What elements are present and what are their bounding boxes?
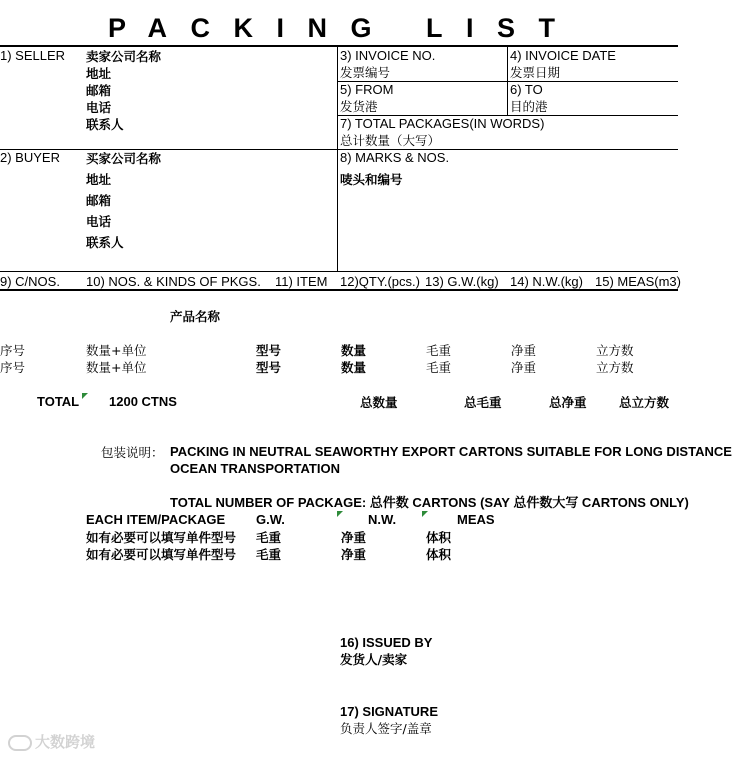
- buyer-company: 买家公司名称: [86, 151, 162, 166]
- seller-contact: 联系人: [86, 117, 124, 132]
- seller-address: 地址: [86, 66, 112, 81]
- marks-value: 唛头和编号: [340, 172, 403, 187]
- signature-value: 负责人签字/盖章: [340, 721, 432, 736]
- seller-label: 1) SELLER: [0, 48, 66, 63]
- watermark-text: 大数跨境: [35, 734, 96, 751]
- packing-line2: OCEAN TRANSPORTATION: [170, 461, 340, 476]
- total-number-of-package: TOTAL NUMBER OF PACKAGE: 总件数 CARTONS (SAY 总件数大写 CARTONS ONLY): [170, 495, 689, 510]
- cell-comment-marker: [82, 393, 88, 399]
- packing-line1: PACKING IN NEUTRAL SEAWORTHY EXPORT CARTONS SUITABLE FOR LONG DISTANCE: [170, 444, 732, 459]
- buyer-label: 2) BUYER: [0, 150, 60, 165]
- buyer-phone: 电话: [86, 214, 112, 229]
- each-item-meas: MEAS: [457, 512, 495, 527]
- each-row1-nw: 净重: [341, 530, 367, 545]
- packing-label: 包装说明：: [101, 445, 164, 460]
- buyer-email: 邮箱: [86, 193, 112, 208]
- total-nw: 总净重: [549, 395, 587, 410]
- row2-nw: 净重: [511, 360, 537, 375]
- col-qty: 12)QTY.(pcs.): [340, 274, 420, 289]
- from-label: 5) FROM: [340, 82, 394, 97]
- invoice-no-label: 3) INVOICE NO.: [340, 48, 436, 63]
- issued-by-value: 发货人/卖家: [340, 652, 408, 667]
- from-value: 发货港: [340, 99, 378, 114]
- each-item-gw: G.W.: [256, 512, 285, 527]
- each-row1-meas: 体积: [426, 530, 452, 545]
- invoice-date-value: 发票日期: [510, 65, 561, 80]
- top-rule: [0, 45, 678, 47]
- row1-gw: 毛重: [426, 343, 452, 358]
- buyer-address: 地址: [86, 172, 112, 187]
- total-gw: 总毛重: [464, 395, 502, 410]
- row1-no: 序号: [0, 343, 26, 358]
- col-pkgs: 10) NOS. & KINDS OF PKGS.: [86, 274, 261, 289]
- row1-model: 型号: [256, 343, 282, 358]
- row1-nw: 净重: [511, 343, 537, 358]
- cell-comment-marker: [422, 511, 428, 517]
- total-ctns: 1200 CTNS: [109, 394, 177, 409]
- total-qty: 总数量: [360, 395, 398, 410]
- total-packages-value: 总计数量（大写）: [340, 133, 441, 148]
- each-item-nw: N.W.: [368, 512, 397, 527]
- invoice-no-value: 发票编号: [340, 65, 391, 80]
- total-meas: 总立方数: [619, 395, 670, 410]
- row2-qty: 数量: [341, 360, 367, 375]
- seller-company: 卖家公司名称: [86, 49, 162, 64]
- row2-gw: 毛重: [426, 360, 452, 375]
- each-item-label: EACH ITEM/PACKAGE: [86, 512, 226, 527]
- buyer-contact: 联系人: [86, 235, 124, 250]
- rule-columns-top: [0, 271, 678, 272]
- col-item: 11) ITEM: [275, 274, 328, 289]
- signature-label: 17) SIGNATURE: [340, 704, 438, 719]
- row1-meas: 立方数: [596, 343, 634, 358]
- col-meas: 15) MEAS(m3): [595, 274, 681, 289]
- each-row2-gw: 毛重: [256, 547, 282, 562]
- to-label: 6) TO: [510, 82, 543, 97]
- row1-qty: 数量: [341, 343, 367, 358]
- marks-label: 8) MARKS & NOS.: [340, 150, 450, 165]
- each-row1-gw: 毛重: [256, 530, 282, 545]
- watermark-logo-icon: [8, 735, 32, 751]
- total-packages-label: 7) TOTAL PACKAGES(IN WORDS): [340, 116, 545, 131]
- seller-phone: 电话: [86, 100, 112, 115]
- issued-by-label: 16) ISSUED BY: [340, 635, 433, 650]
- row2-model: 型号: [256, 360, 282, 375]
- watermark: [8, 731, 95, 752]
- row2-pkgs: 数量+单位: [86, 360, 147, 375]
- row1-pkgs: 数量+单位: [86, 343, 147, 358]
- total-label: TOTAL: [37, 394, 80, 409]
- row2-no: 序号: [0, 360, 26, 375]
- document-title: PACKING LIST: [108, 13, 579, 43]
- seller-email: 邮箱: [86, 83, 112, 98]
- each-row2-model: 如有必要可以填写单件型号: [86, 547, 237, 562]
- each-row2-meas: 体积: [426, 547, 452, 562]
- col-gw: 13) G.W.(kg): [425, 274, 499, 289]
- col-nw: 14) N.W.(kg): [510, 274, 583, 289]
- col-cnos: 9) C/NOS.: [0, 274, 60, 289]
- each-row1-model: 如有必要可以填写单件型号: [86, 530, 237, 545]
- row2-meas: 立方数: [596, 360, 634, 375]
- invoice-date-label: 4) INVOICE DATE: [510, 48, 616, 63]
- to-value: 目的港: [510, 99, 548, 114]
- cell-comment-marker: [337, 511, 343, 517]
- each-row2-nw: 净重: [341, 547, 367, 562]
- rule-seller-buyer: [0, 149, 678, 150]
- product-name: 产品名称: [170, 309, 221, 324]
